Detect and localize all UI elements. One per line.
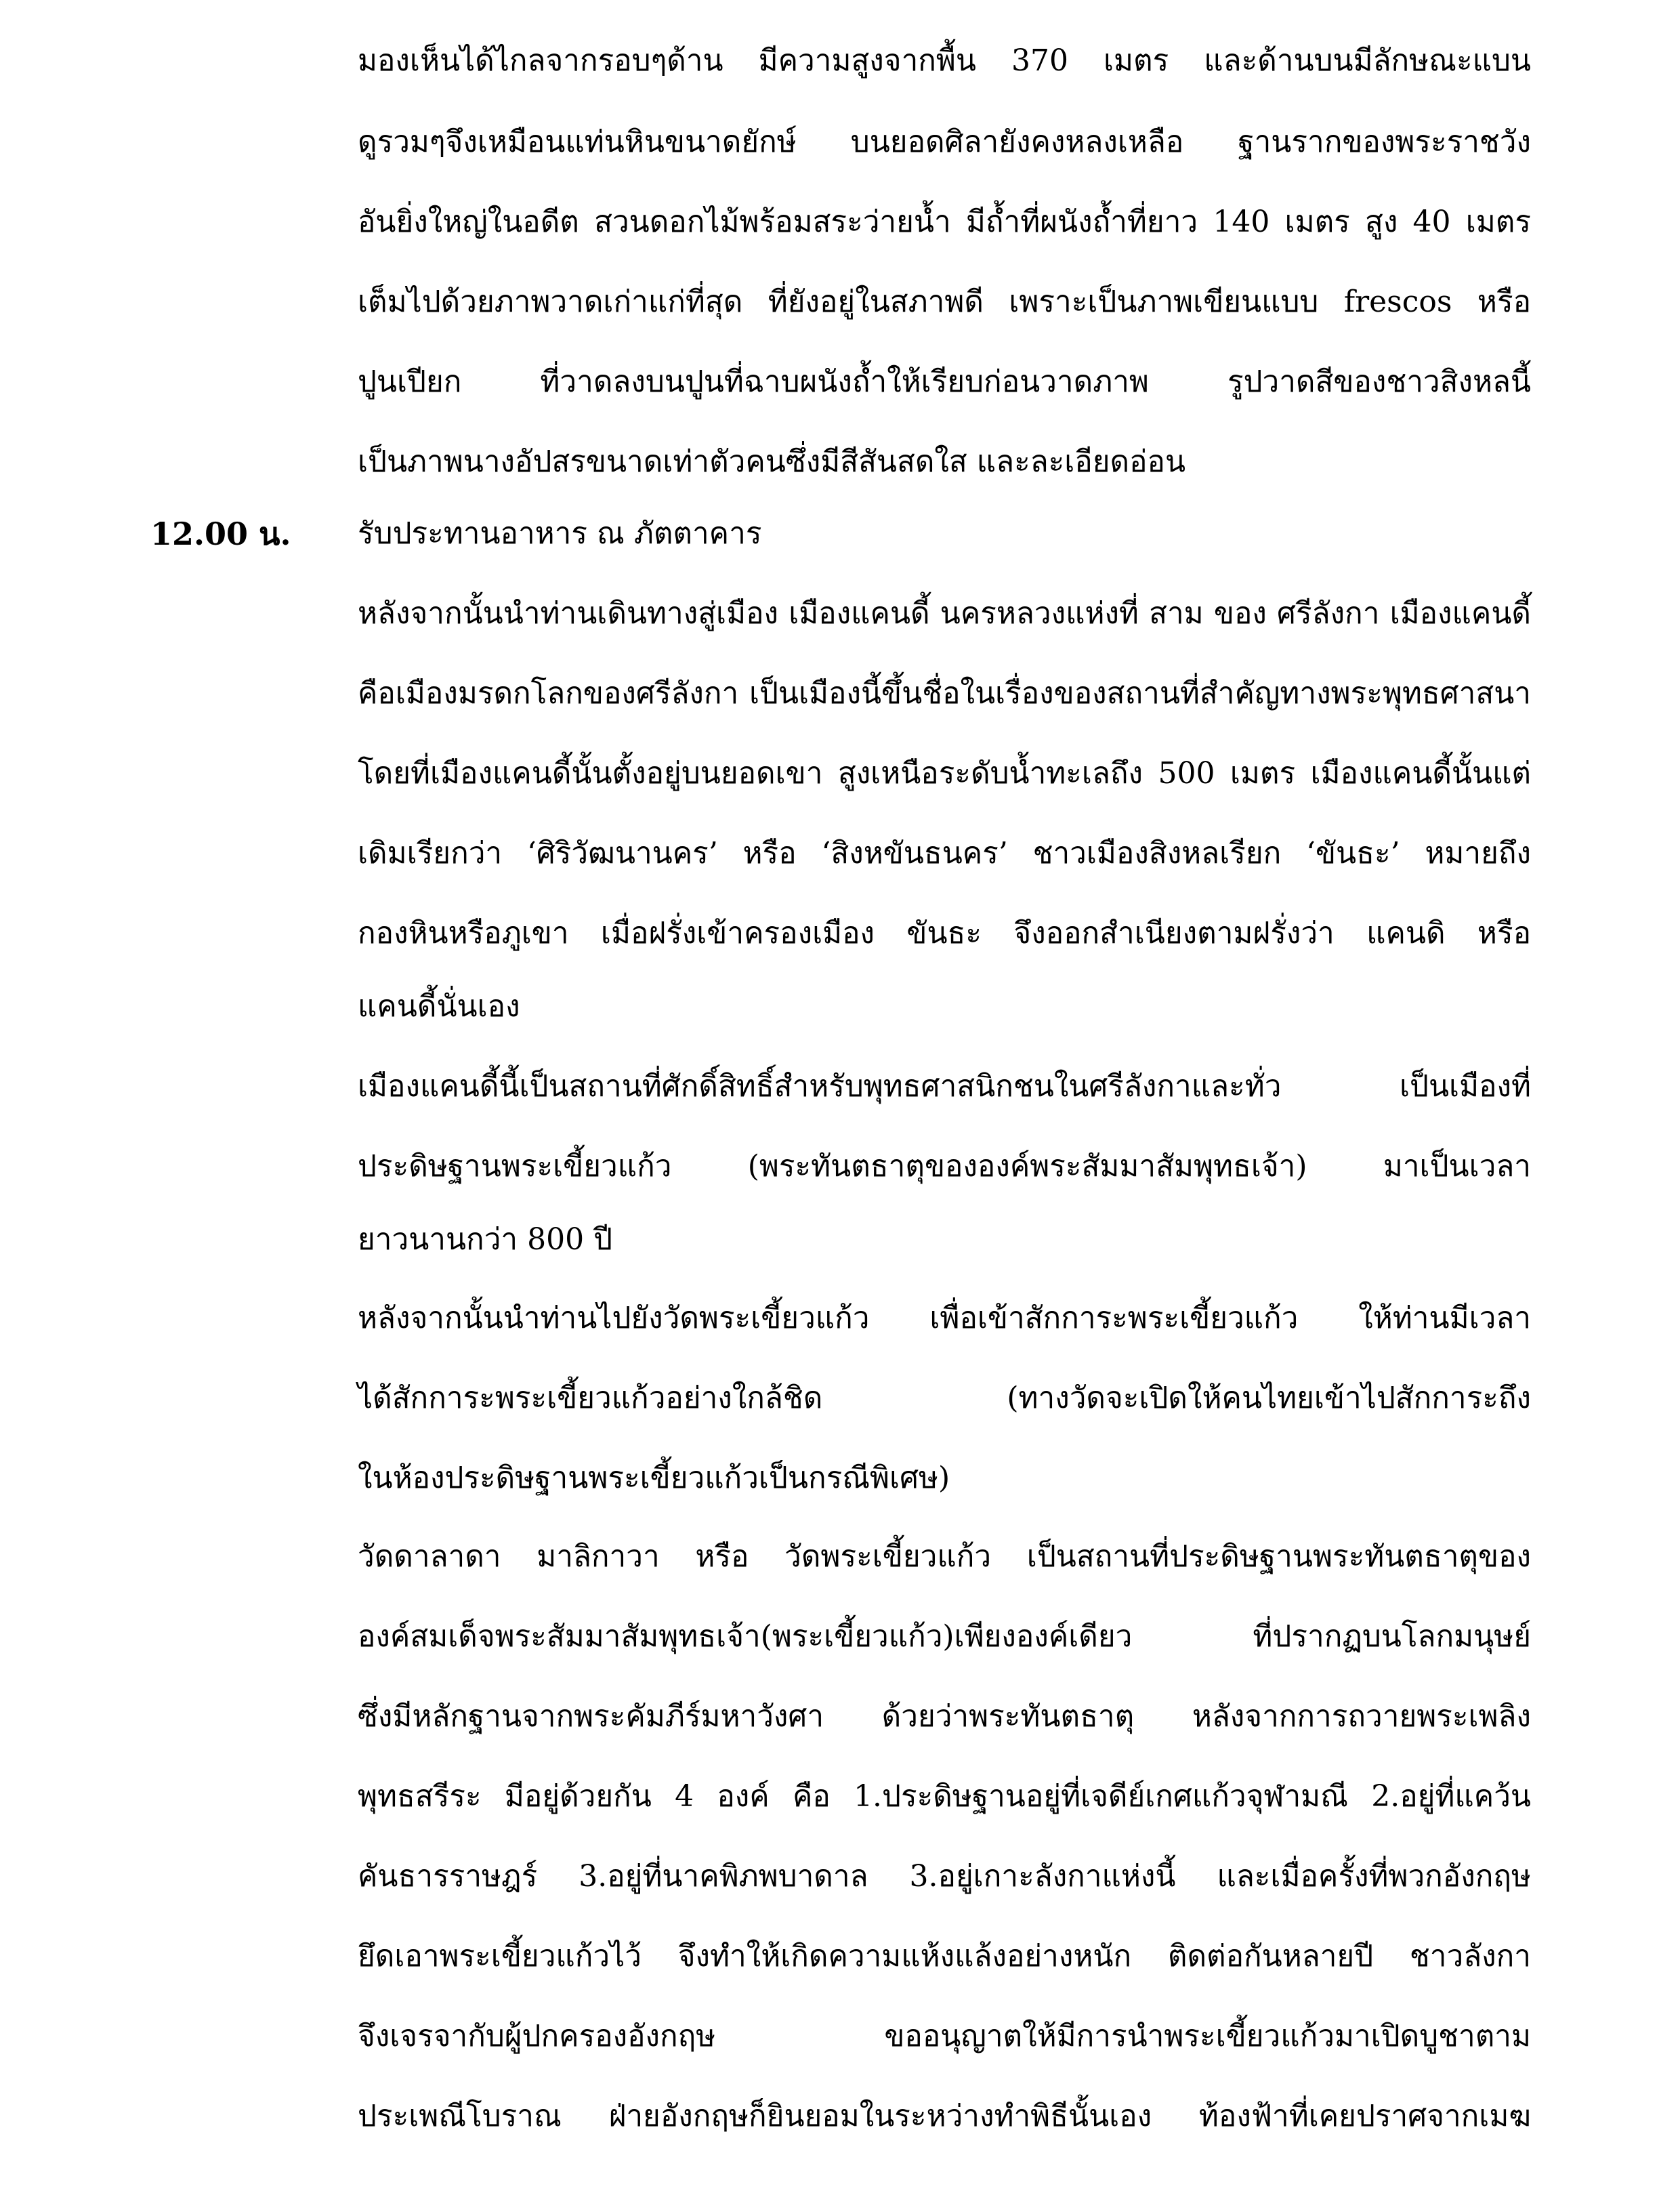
text-line: กองหินหรือภูเขา เมื่อฝรั่งเข้าครองเมือง ขันธะ จึงออกสำเนียงตามฝรั่งว่า แคนดิ หรือ [358,916,1531,951]
text-line: เดิมเรียกว่า ‘ศิริวัฒนานคร’ หรือ ‘สิงหขันธนคร’ ชาวเมืองสิงหลเรียก ‘ขันธะ’ หมายถึง [358,836,1531,871]
text-line: โดยที่เมืองแคนดี้นั้นตั้งอยู่บนยอดเขา สูงเหนือระดับน้ำทะเลถึง 500 เมตร เมืองแคนดี้นั้นแต่ [358,756,1531,791]
text-line: จึงเจรจากับผู้ปกครองอังกฤษ ขออนุญาตให้มีการนำพระเขี้ยวแก้วมาเปิดบูชาตาม [358,2019,1531,2053]
text-line: ดูรวมๆจึงเหมือนแท่นหินขนาดยักษ์ บนยอดศิลายังคงหลงเหลือ ฐานรากของพระราชวัง [358,125,1531,159]
text-line: องค์สมเด็จพระสัมมาสัมพุทธเจ้า(พระเขี้ยวแก้ว)เพียงองค์เดียว ที่ปรากฏบนโลกมนุษย์ [358,1619,1531,1654]
text-line: คือเมืองมรดกโลกของศรีลังกา เป็นเมืองนี้ขึ้นชื่อในเรื่องของสถานที่สำคัญทางพระพุทธศาสนา [358,676,1531,711]
text-line: ปูนเปียก ที่วาดลงบนปูนที่ฉาบผนังถ้ำให้เรียบก่อนวาดภาพ รูปวาดสีของชาวสิงหลนี้ [358,364,1531,399]
text-line: เมืองแคนดี้นี้เป็นสถานที่ศักดิ์สิทธิ์สำหรับพุทธศาสนิกชนในศรีลังกาและทั่ว เป็นเมืองที่ [358,1069,1531,1104]
text-line: ประดิษฐานพระเขี้ยวแก้ว (พระทันตธาตุขององค์พระสัมมาสัมพุทธเจ้า) มาเป็นเวลา [358,1149,1531,1184]
text-line: ซึ่งมีหลักฐานจากพระคัมภีร์มหาวังศา ด้วยว่าพระทันตธาตุ หลังจากการถวายพระเพลิง [358,1699,1531,1734]
text-line: หลังจากนั้นนำท่านเดินทางสู่เมือง เมืองแคนดี้ นครหลวงแห่งที่ สาม ของ ศรีลังกา เมืองแคนดี้ [358,596,1531,631]
text-line: รับประทานอาหาร ณ ภัตตาคาร [358,516,762,551]
text-line: ยึดเอาพระเขี้ยวแก้วไว้ จึงทำให้เกิดความแห้งแล้งอย่างหนัก ติดต่อกันหลายปี ชาวลังกา [358,1939,1531,1974]
text-line: อันยิ่งใหญ่ในอดีต สวนดอกไม้พร้อมสระว่ายน้ำ มีถ้ำที่ผนังถ้ำที่ยาว 140 เมตร สูง 40 เมตร [358,205,1531,239]
text-line: พุทธสรีระ มีอยู่ด้วยกัน 4 องค์ คือ 1.ประดิษฐานอยู่ที่เจดีย์เกศแก้วจุฬามณี 2.อยู่ที่แคว้น [358,1779,1531,1814]
text-line: วัดดาลาดา มาลิกาวา หรือ วัดพระเขี้ยวแก้ว เป็นสถานที่ประดิษฐานพระทันตธาตุของ [358,1539,1531,1574]
text-line: หลังจากนั้นนำท่านไปยังวัดพระเขี้ยวแก้ว เพื่อเข้าสักการะพระเขี้ยวแก้ว ให้ท่านมีเวลา [358,1301,1531,1335]
text-line: คันธารราษฎร์ 3.อยู่ที่นาคพิภพบาดาล 3.อยู่เกาะลังกาแห่งนี้ และเมื่อครั้งที่พวกอังกฤษ [358,1859,1531,1894]
schedule-time: 12.00 น. [150,516,291,552]
text-line: ได้สักการะพระเขี้ยวแก้วอย่างใกล้ชิด (ทางวัดจะเปิดให้คนไทยเข้าไปสักการะถึง [358,1381,1531,1415]
text-line: เป็นภาพนางอัปสรขนาดเท่าตัวคนซึ่งมีสีสันสดใส และละเอียดอ่อน [358,444,1186,479]
text-line: ยาวนานกว่า 800 ปี [358,1222,612,1257]
text-line: ประเพณีโบราณ ฝ่ายอังกฤษก็ยินยอมในระหว่างทำพิธีนั้นเอง ท้องฟ้าที่เคยปราศจากเมฆ [358,2099,1531,2133]
text-line: ในห้องประดิษฐานพระเขี้ยวแก้วเป็นกรณีพิเศษ) [358,1461,950,1495]
text-line: เต็มไปด้วยภาพวาดเก่าแก่ที่สุด ที่ยังอยู่ในสภาพดี เพราะเป็นภาพเขียนแบบ frescos หรือ [358,285,1531,319]
text-line: แคนดี้นั่นเอง [358,989,520,1024]
text-line: มองเห็นได้ไกลจากรอบๆด้าน มีความสูงจากพื้น 370 เมตร และด้านบนมีลักษณะแบน [358,43,1531,78]
